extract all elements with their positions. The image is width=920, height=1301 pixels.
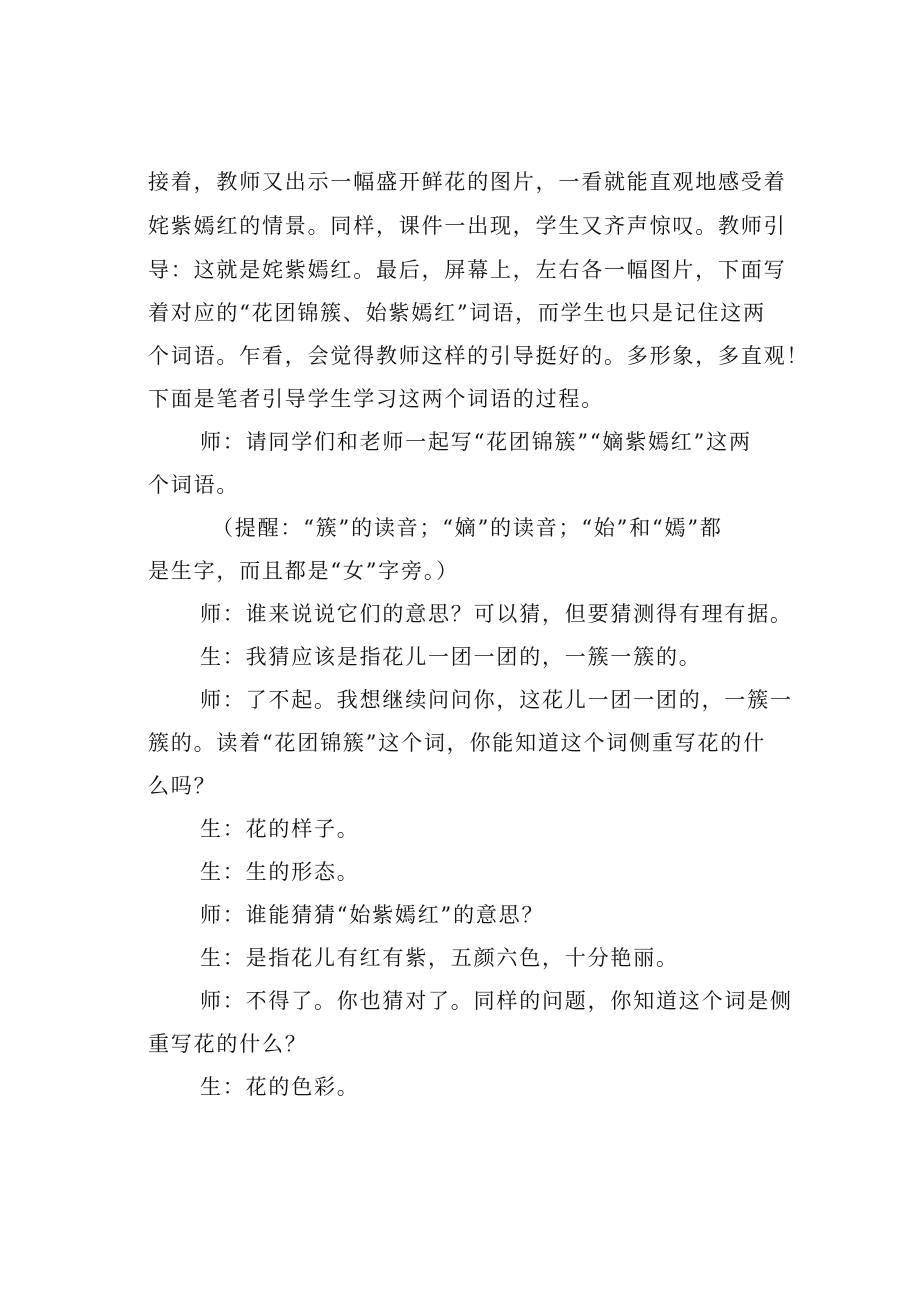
dialogue-line: 生：生的形态。 (200, 860, 360, 884)
dialogue-line: 重写花的什么？ (148, 1032, 308, 1056)
dialogue-line: 师：了不起。我想继续问问你，这花儿一团一团的，一簇一 (200, 688, 793, 712)
dialogue-line: 师：请同学们和老师一起写“花团锦簇”“嫡紫嫣红”这两 (200, 430, 752, 454)
dialogue-line: 生：是指花儿有红有紫，五颜六色，十分艳丽。 (200, 946, 679, 970)
dialogue-line: 么吗？ (148, 774, 217, 798)
dialogue-line: 生：我猜应该是指花儿一团一团的，一簇一簇的。 (200, 645, 702, 669)
paragraph-line: 个词语。乍看，会觉得教师这样的引导挺好的。多形象，多直观！ (148, 344, 810, 368)
paragraph-line: 姹紫嫣红的情景。同样，课件一出现，学生又齐声惊叹。教师引 (148, 214, 787, 238)
dialogue-line: 个词语。 (148, 473, 240, 497)
paragraph-line: 接着，教师又出示一幅盛开鲜花的图片，一看就能直观地感受着 (148, 170, 787, 194)
note-line: （提醒：“簇”的读音；“嫡”的读音；“始”和“嫣”都 (212, 516, 723, 540)
note-line: 是生字，而且都是“女”字旁。） (148, 559, 459, 583)
dialogue-line: 师：不得了。你也猜对了。同样的问题，你知道这个词是侧 (200, 989, 793, 1013)
dialogue-line: 生：花的色彩。 (200, 1075, 360, 1099)
dialogue-line: 师：谁来说说它们的意思？可以猜，但要猜测得有理有据。 (200, 602, 793, 626)
dialogue-line: 生：花的样子。 (200, 817, 360, 841)
dialogue-line: 师：谁能猜猜“始紫嫣红”的意思？ (200, 903, 545, 927)
dialogue-line: 簇的。读着“花团锦簇”这个词，你能知道这个词侧重写花的什 (148, 731, 766, 755)
paragraph-line: 导：这就是姹紫嫣红。最后，屏幕上，左右各一幅图片，下面写 (148, 258, 787, 282)
paragraph-line: 下面是笔者引导学生学习这两个词语的过程。 (148, 387, 604, 411)
paragraph-line: 着对应的“花团锦簇、始紫嫣红”词语，而学生也只是记住这两 (148, 301, 766, 325)
